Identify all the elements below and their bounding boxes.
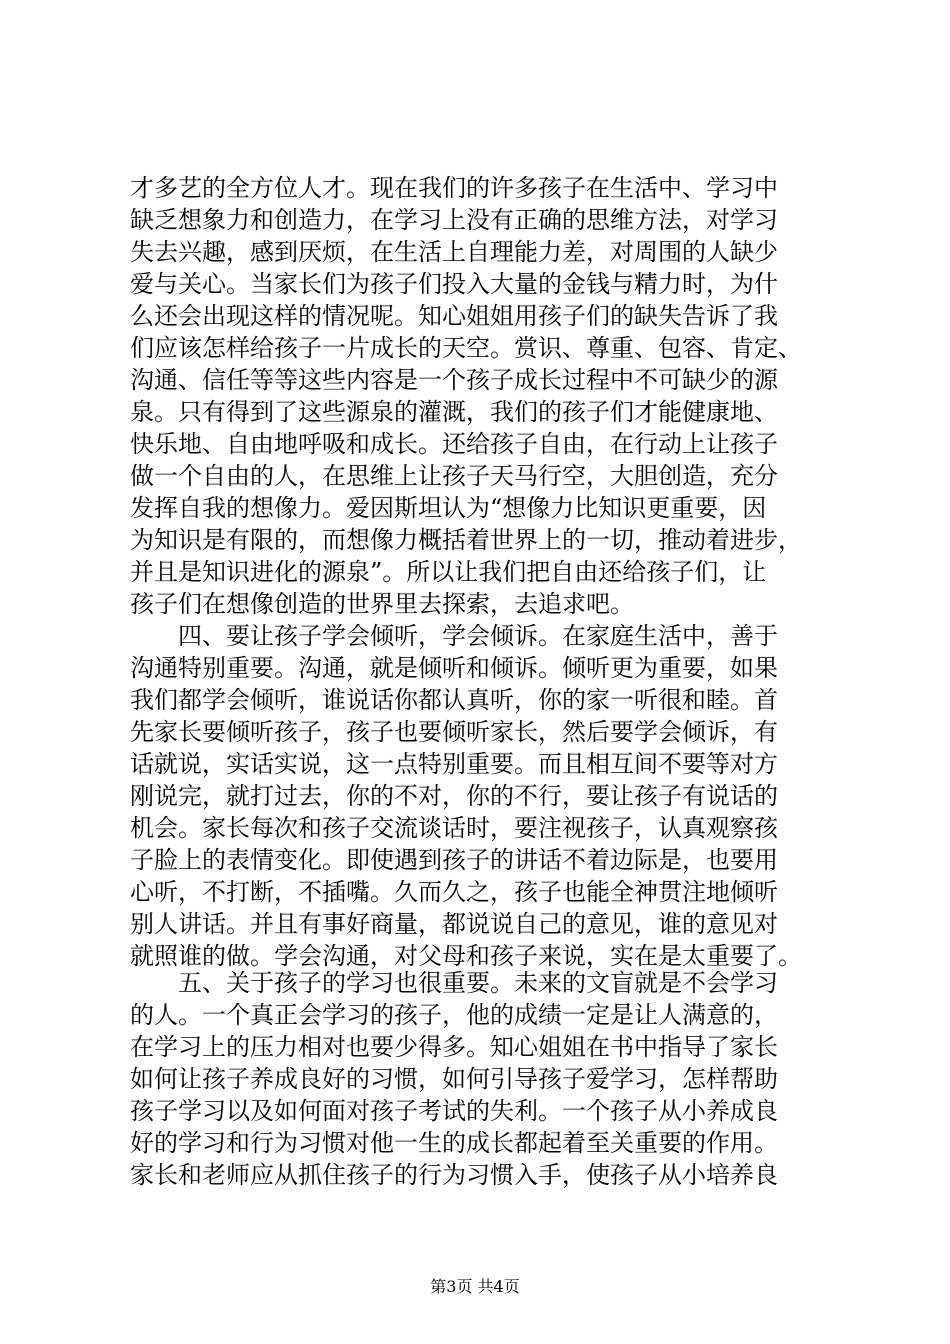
text-line: 如何让孩子养成良好的习惯，如何引导孩子爱学习，怎样帮助 (130, 1065, 778, 1093)
text-line: 心听，不打断，不插嘴。久而久之，孩子也能全神贯注地倾听 (130, 878, 778, 906)
text-line: 做一个自由的人，在思维上让孩子天马行空，大胆创造，充分 (130, 462, 778, 490)
text-line: 机会。家长每次和孩子交流谈话时，要注视孩子，认真观察孩 (130, 814, 778, 842)
text-line: 孩子学习以及如何面对孩子考试的失利。一个孩子从小养成良 (130, 1097, 778, 1125)
text-line: 子脸上的表情变化。即使遇到孩子的讲话不着边际是，也要用 (130, 846, 778, 874)
text-line: 沟通、信任等等这些内容是一个孩子成长过程中不可缺少的源 (130, 366, 778, 394)
text-line: 才多艺的全方位人才。现在我们的许多孩子在生活中、学习中 (130, 174, 778, 202)
text-line: 缺乏想象力和创造力，在学习上没有正确的思维方法，对学习 (130, 206, 778, 234)
text-line: 失去兴趣，感到厌烦，在生活上自理能力差，对周围的人缺少 (130, 238, 778, 266)
text-line: 为知识是有限的，而想像力概括着世界上的一切，推动着进步， (130, 526, 802, 554)
text-line: 好的学习和行为习惯对他一生的成长都起着至关重要的作用。 (130, 1129, 778, 1157)
text-line: 爱与关心。当家长们为孩子们投入大量的金钱与精力时，为什 (130, 270, 778, 298)
text-line: 我们都学会倾听，谁说话你都认真听，你的家一听很和睦。首 (130, 686, 778, 714)
text-line: 么还会出现这样的情况呢。知心姐姐用孩子们的缺失告诉了我 (130, 302, 778, 330)
text-line: 家长和老师应从抓住孩子的行为习惯入手，使孩子从小培养良 (130, 1161, 778, 1189)
text-line: 五、关于孩子的学习也很重要。未来的文盲就是不会学习 (130, 969, 778, 997)
text-line: 的人。一个真正会学习的孩子，他的成绩一定是让人满意的， (130, 1001, 778, 1029)
text-block-section-five (130, 967, 855, 1191)
text-line: 话就说，实话实说，这一点特别重要。而且相互间不要等对方 (130, 750, 778, 778)
text-line: 别人讲话。并且有事好商量，都说说自己的意见，谁的意见对 (130, 910, 778, 938)
text-line: 沟通特别重要。沟通，就是倾听和倾诉。倾听更为重要，如果 (130, 654, 778, 682)
text-line: 四、要让孩子学会倾听，学会倾诉。在家庭生活中，善于 (130, 622, 778, 650)
text-line: 并且是知识进化的源泉”。所以让我们把自由还给孩子们，让 (130, 558, 767, 586)
text-line: 刚说完，就打过去，你的不对，你的不行，要让孩子有说话的 (130, 782, 778, 810)
text-line: 在学习上的压力相对也要少得多。知心姐姐在书中指导了家长 (130, 1033, 778, 1061)
text-block-main (130, 172, 855, 972)
text-line: 快乐地、自由地呼吸和成长。还给孩子自由，在行动上让孩子 (130, 430, 778, 458)
text-line: 们应该怎样给孩子一片成长的天空。赏识、尊重、包容、肯定、 (130, 334, 802, 362)
text-line: 先家长要倾听孩子，孩子也要倾听家长，然后要学会倾诉，有 (130, 718, 778, 746)
text-line: 发挥自我的想像力。爱因斯坦认为“想像力比知识更重要，因 (130, 494, 767, 522)
text-line: 就照谁的做。学会沟通，对父母和孩子来说，实在是太重要了。 (130, 942, 802, 970)
text-line: 泉。只有得到了这些源泉的灌溉，我们的孩子们才能健康地、 (130, 398, 778, 426)
text-line: 孩子们在想像创造的世界里去探索，去追求吧。 (130, 590, 634, 618)
page-footer: 第3页 共4页 (430, 1277, 520, 1296)
